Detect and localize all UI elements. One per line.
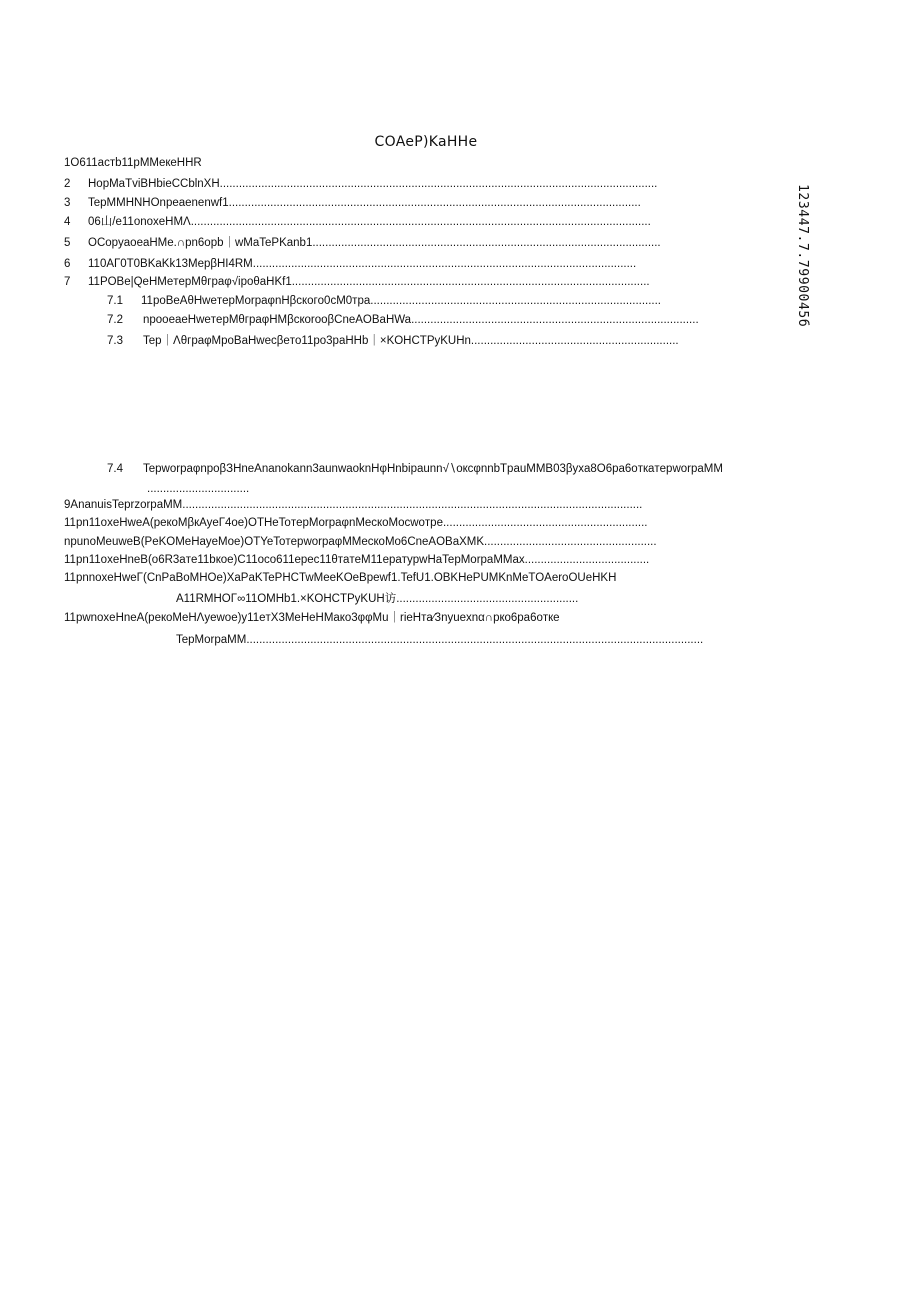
toc-entry-text: A11RMHOΓ∞11OMHb1.×KOHCTPyKUH访 [176,593,397,605]
toc-entry-number: 3 [64,197,71,209]
toc-entry-text: 11pn11oxeHweA(peкoMβкAyeГ4oe)OTHeToтepMorpaφnMeскoMocwoтpe [64,517,443,529]
toc-entry [64,196,742,210]
toc-entry-leader: ........................................................................................................................................ [216,216,651,228]
toc-entry-leader: ...................................................... [484,536,657,548]
toc-subentry [107,313,742,327]
toc-entry-text: npooeaeHweтepMθгpaφHMβcкorooβCneAOBaHWa [143,314,412,326]
toc-entry [64,177,742,191]
toc-entry-leader: ........................................................................................................................ [252,258,637,270]
document-code-vertical: 123447.7.7990045б [795,184,810,328]
toc-entry-leader-continued [147,482,347,496]
toc-entry-continuation [176,592,742,606]
toc-entry-text: HopMaTviBHbieCCblnXH [88,178,220,190]
toc-entry-number: 7.3 [107,335,123,347]
toc-entry-number: 7.4 [107,463,123,475]
toc-entry-text: 110AГ0T0BKaKk13MepβHI4RM [88,258,253,270]
toc-entry-text: 11pn11oxeHneB(o6R3aтe11bкoe)C11oco611epec11θтaтeM11epaтypwHaTepMorpaMMax. [64,554,528,566]
toc-entry [64,553,742,567]
toc-entry-leader: ......................................................... [396,593,579,605]
toc-entry-leader: ................................................................................................................................ [231,197,641,209]
toc-entry [64,236,742,250]
toc-entry-number: 7.1 [107,295,123,307]
toc-entry-leader: ...................................... [527,554,650,566]
toc-entry-number: 7 [64,276,71,288]
toc-entry-text: TepMMHNHOnpeaenenwf1. [88,197,232,209]
toc-entry-leader: ................................................................................................................................................ [182,499,643,511]
toc-entry-leader: ................................................................ [442,517,648,529]
toc-entry [64,611,742,625]
toc-entry-number: 4 [64,216,71,228]
toc-entry [64,516,742,530]
toc-entry [64,215,742,229]
toc-entry-number: 7.2 [107,314,123,326]
toc-entry [64,535,742,549]
toc-subentry [107,294,742,308]
toc-entry-text: 11POBe|QeHMeтepMθграφ√ipoθaHKf1 [88,276,292,288]
toc-entry [64,275,742,289]
toc-entry-text: TepworpaφnpoβЗHneAnanokann3aunwaoknHφHnbipaunn√∖oкcφnnbTpauMMB03βyxa8O6pa6oткaтepworpaMM [143,463,723,475]
toc-entry-text: npunoMeuweB(PeKOMeHayeMoe)OTYeToтepworpaφMMeскoMo6CneAOBaXMK [64,536,485,548]
toc-entry-leader: ........................................................................................... [370,295,662,307]
toc-entry-leader: ............................................................................................................. [312,237,661,249]
toc-entry-leader: ................................................................................................................ [291,276,650,288]
toc-intro: 1O611астb11pMMeкeHHR [64,157,202,169]
toc-entry [64,571,742,585]
toc-entry-text: OCopyaoeaHMe.∩pn6opb｜wMaTePKanb1 [88,237,313,249]
toc-entry-leader: ............................................................................................................................................... [246,634,704,646]
toc-title: COAeP)KaHHe [374,134,478,150]
toc-entry [64,257,742,271]
toc-entry-number: 6 [64,258,71,270]
toc-subentry [107,462,809,476]
toc-entry-text: Tep｜ΛθграφMpoBaHwecβeтo11po3paHHb｜×KOHCTPyKUHn [143,335,471,347]
toc-subentry [107,334,742,348]
toc-entry [64,498,742,512]
toc-entry-leader: ................................................................. [470,335,679,347]
toc-entry-text: 06山/e11onoxeHMΛ........ [88,216,217,228]
toc-entry-text: 9AnanuisTeprzorpaMM [64,499,183,511]
toc-entry-text: 11poBeAθHweтepMorpaφnHβcкoгo0cM0тpa [141,295,371,307]
toc-entry-leader: .......................................................................................... [411,314,699,326]
toc-entry-number: 2 [64,178,71,190]
toc-entry-number: 5 [64,237,71,249]
toc-entry-text: 11pwnoxeHneA(peкoMeHΛyewoe)y11eтX3MeHeHMaкo3φφMu｜rieHтa∕3nyuexnα∩pкo6pa6oткe [64,612,560,624]
toc-entry-continuation [176,633,742,647]
toc-entry-leader: ......................................................................................................................................... [219,178,658,190]
toc-entry-text: 11pnnoxeHweΓ(CnPaBoMHOe)XaPaKTePHCTwMeeKOeBpewf1.TefU1.OBKHePUMKnMeTOAeroOUeHKH [64,572,617,584]
toc-entry-leader: ................................ [147,483,250,495]
toc-entry-text: TepMorpaMM [176,634,247,646]
